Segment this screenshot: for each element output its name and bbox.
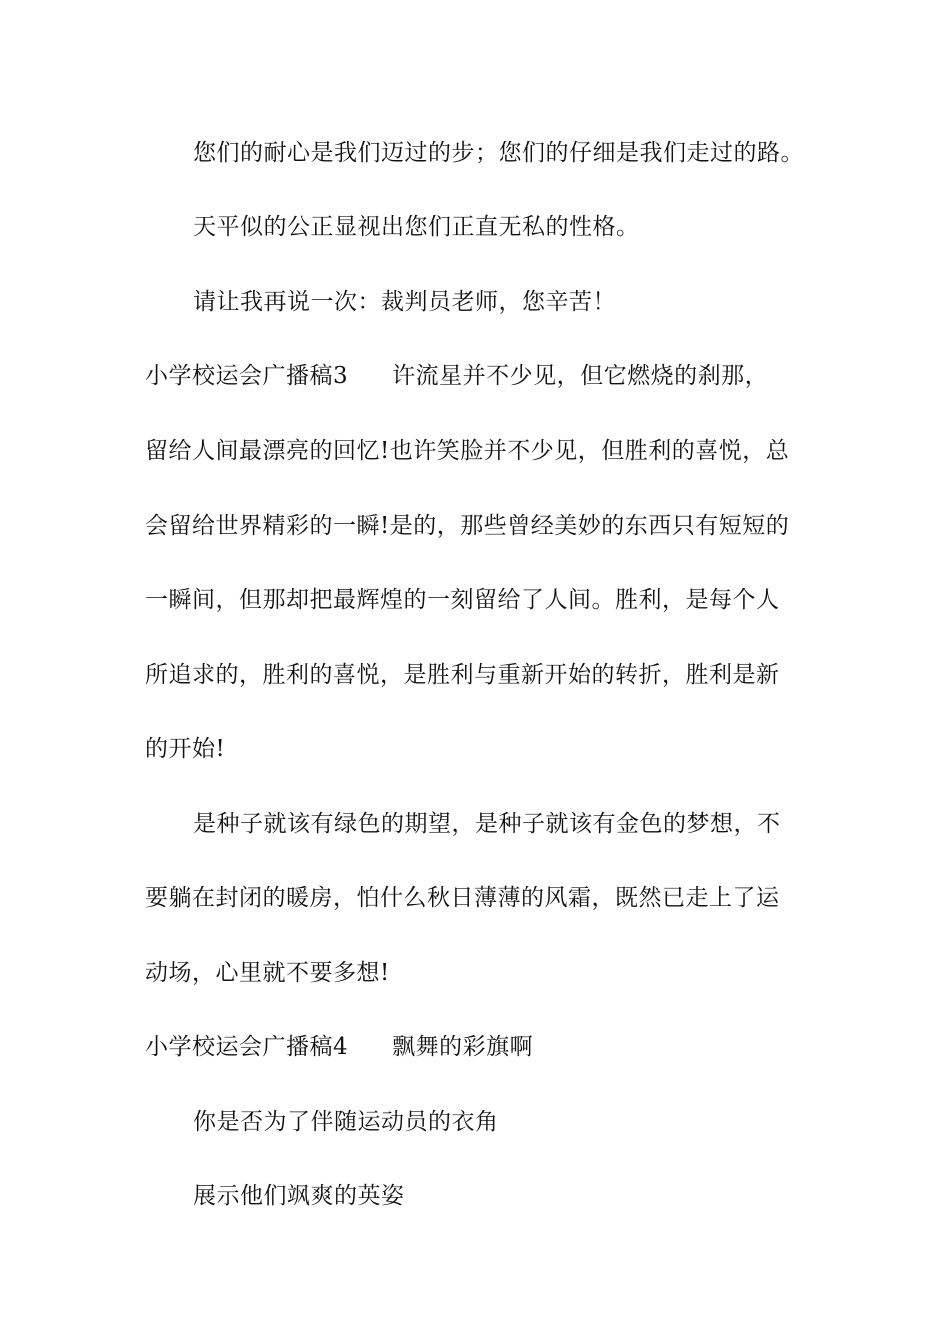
paragraph-line: 您们的耐心是我们迈过的步；您们的仔细是我们走过的路。: [193, 140, 804, 166]
paragraph-line: 天平似的公正显视出您们正直无私的性格。: [193, 214, 640, 240]
paragraph-line: 展示他们飒爽的英姿: [193, 1183, 405, 1209]
section-heading-line: [145, 361, 815, 391]
paragraph-line: 是种子就该有绿色的期望，是种子就该有金色的梦想，不: [193, 811, 781, 837]
paragraph-line: 动场，心里就不要多想!: [145, 960, 390, 986]
section-heading: 小学校运会广播稿3: [145, 363, 349, 389]
paragraph-line: 会留给世界精彩的一瞬!是的，那些曾经美妙的东西只有短短的: [145, 513, 790, 539]
paragraph-line: 留给人间最漂亮的回忆!也许笑脸并不少见，但胜利的喜悦，总: [145, 438, 790, 464]
paragraph-line: 请让我再说一次：裁判员老师，您辛苦！: [193, 289, 616, 315]
paragraph-line: 的开始!: [145, 736, 226, 762]
paragraph-line: 要躺在封闭的暖房，怕什么秋日薄薄的风霜，既然已走上了运: [145, 885, 780, 911]
section-heading: 小学校运会广播稿4: [145, 1034, 349, 1060]
paragraph-line: 你是否为了伴随运动员的衣角: [193, 1109, 499, 1135]
section-first-text: 许流星并不少见，但它燃烧的刹那，: [392, 363, 769, 389]
section-heading-line: [145, 1032, 815, 1062]
section-first-text: 飘舞的彩旗啊: [392, 1034, 534, 1060]
paragraph-line: 所追求的，胜利的喜悦，是胜利与重新开始的转折，胜利是新: [145, 662, 780, 688]
paragraph-line: 一瞬间，但那却把最辉煌的一刻留给了人间。胜利，是每个人: [145, 587, 780, 613]
